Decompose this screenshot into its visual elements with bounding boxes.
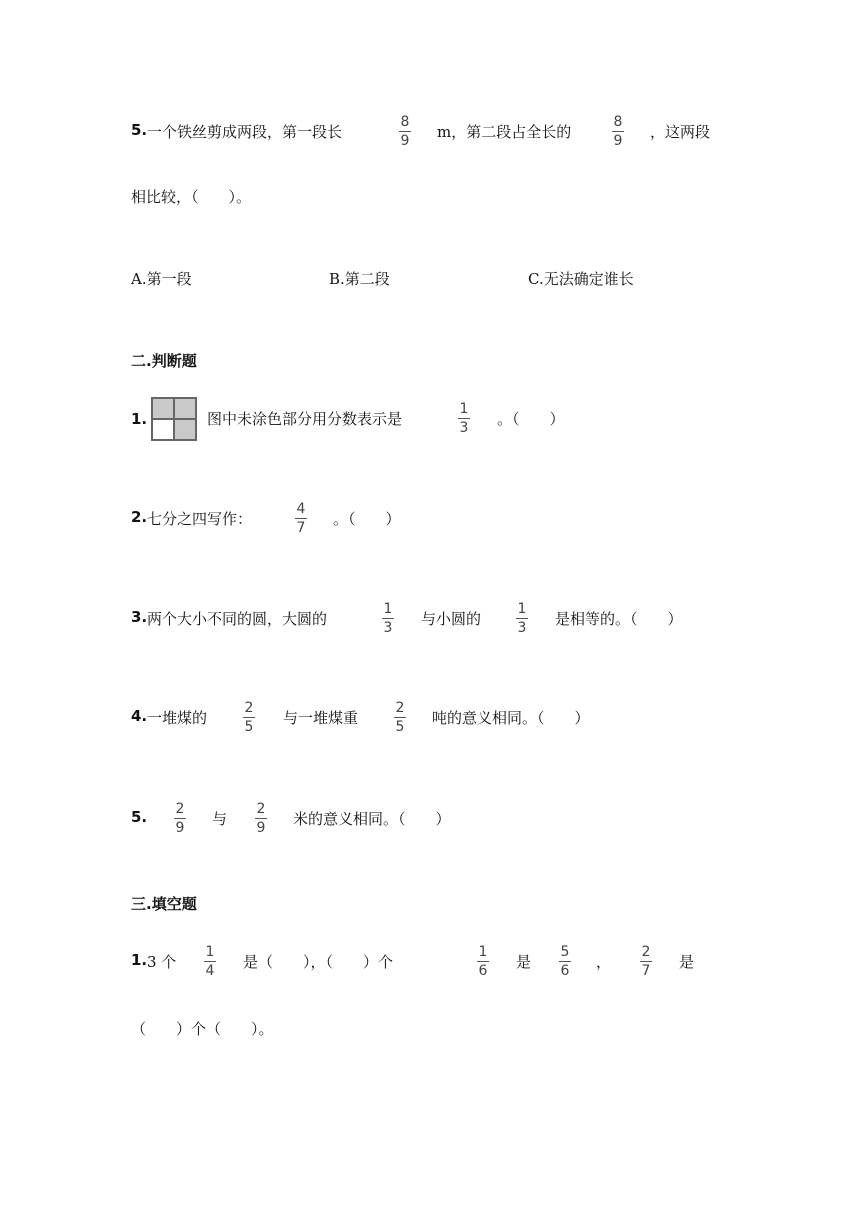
fraction-bar: [559, 961, 571, 962]
question-text-line2: 相比较，（ ）。: [131, 188, 252, 206]
fraction: [200, 944, 220, 979]
fraction-bar: [382, 618, 394, 619]
grid-cell-shaded: [174, 419, 196, 440]
fraction-denominator: 7: [641, 963, 651, 979]
fraction-numerator: 1: [478, 944, 488, 960]
answer-blank[interactable]: 吨的意义相同。（ ）: [432, 709, 590, 727]
fraction-numerator: 1: [459, 401, 469, 417]
question-text: 一堆煤的: [147, 709, 208, 727]
fraction: [636, 944, 656, 979]
fraction: [395, 114, 415, 149]
fraction-bar: [174, 818, 186, 819]
fraction-denominator: 5: [244, 719, 254, 735]
fraction-denominator: 3: [383, 620, 393, 636]
question-number: 1.: [131, 951, 148, 969]
answer-blank[interactable]: 。（ ）: [497, 410, 565, 428]
fraction: [473, 944, 493, 979]
fraction-bar: [516, 618, 528, 619]
fraction-denominator: 3: [517, 620, 527, 636]
fraction-bar: [477, 961, 489, 962]
fraction-numerator: 2: [256, 801, 266, 817]
fraction-bar: [640, 961, 652, 962]
fraction-numerator: 8: [400, 114, 410, 130]
question-text: m，第二段占全长的: [437, 123, 572, 141]
fraction-denominator: 6: [560, 963, 570, 979]
fraction-numerator: 2: [244, 700, 254, 716]
question-number: 5.: [131, 121, 148, 139]
fraction-denominator: 9: [613, 133, 623, 149]
fraction-denominator: 6: [478, 963, 488, 979]
question-text: 与: [212, 810, 228, 828]
fraction: [555, 944, 575, 979]
question-text: 一个铁丝剪成两段，第一段长: [147, 123, 343, 141]
fraction-bar: [255, 818, 267, 819]
fraction-bar: [394, 717, 406, 718]
question-text: 是: [679, 953, 695, 971]
grid-cell-blank: [152, 419, 174, 440]
fraction-bar: [458, 418, 470, 419]
fraction-numerator: 2: [641, 944, 651, 960]
fraction-numerator: 1: [517, 601, 527, 617]
question-text: 3 个: [147, 953, 177, 971]
fraction-denominator: 5: [395, 719, 405, 735]
fraction: [251, 801, 271, 836]
question-text: 与小圆的: [421, 610, 482, 628]
fraction-numerator: 1: [205, 944, 215, 960]
question-text: ，: [596, 953, 612, 971]
grid-cell-shaded: [152, 398, 174, 419]
question-text: 图中未涂色部分用分数表示是: [207, 410, 403, 428]
question-text: 七分之四写作：: [147, 510, 253, 528]
fraction-denominator: 9: [400, 133, 410, 149]
question-text: 是: [516, 953, 532, 971]
option-b[interactable]: B.第二段: [329, 270, 390, 288]
fraction: [454, 401, 474, 436]
fraction-bar: [243, 717, 255, 718]
grid-cell-shaded: [174, 398, 196, 419]
fraction-denominator: 7: [296, 520, 306, 536]
fraction-numerator: 5: [560, 944, 570, 960]
option-a[interactable]: A.第一段: [131, 270, 192, 288]
fraction-bar: [399, 131, 411, 132]
fraction-numerator: 4: [296, 501, 306, 517]
question-number: 5.: [131, 808, 148, 826]
fraction-bar: [295, 518, 307, 519]
answer-blank[interactable]: （ ）个（ ）。: [131, 1020, 274, 1038]
fraction: [608, 114, 628, 149]
fraction-denominator: 9: [175, 820, 185, 836]
question-number: 4.: [131, 707, 148, 725]
question-text: 两个大小不同的圆，大圆的: [147, 610, 328, 628]
fraction-numerator: 2: [395, 700, 405, 716]
fraction-denominator: 9: [256, 820, 266, 836]
fraction-bar: [204, 961, 216, 962]
answer-blank[interactable]: 米的意义相同。（ ）: [293, 810, 451, 828]
fraction-numerator: 2: [175, 801, 185, 817]
section-title: 二.判断题: [131, 352, 197, 370]
section-title: 三.填空题: [131, 895, 197, 913]
fraction: [390, 700, 410, 735]
fraction: [170, 801, 190, 836]
answer-blank[interactable]: 是（ ），（ ）个: [243, 953, 394, 971]
fraction-denominator: 3: [459, 420, 469, 436]
fraction-bar: [612, 131, 624, 132]
fraction-denominator: 4: [205, 963, 215, 979]
fraction: [291, 501, 311, 536]
question-text: 与一堆煤重: [283, 709, 359, 727]
fraction-numerator: 8: [613, 114, 623, 130]
fraction: [239, 700, 259, 735]
fraction: [512, 601, 532, 636]
question-number: 1.: [131, 410, 148, 428]
question-text: ，这两段: [650, 123, 711, 141]
answer-blank[interactable]: 是相等的。（ ）: [555, 610, 683, 628]
fraction: [378, 601, 398, 636]
answer-blank[interactable]: 。（ ）: [333, 510, 401, 528]
question-number: 3.: [131, 608, 148, 626]
question-number: 2.: [131, 508, 148, 526]
option-c[interactable]: C.无法确定谁长: [528, 270, 634, 288]
fraction-numerator: 1: [383, 601, 393, 617]
square-grid-figure: [151, 397, 197, 441]
